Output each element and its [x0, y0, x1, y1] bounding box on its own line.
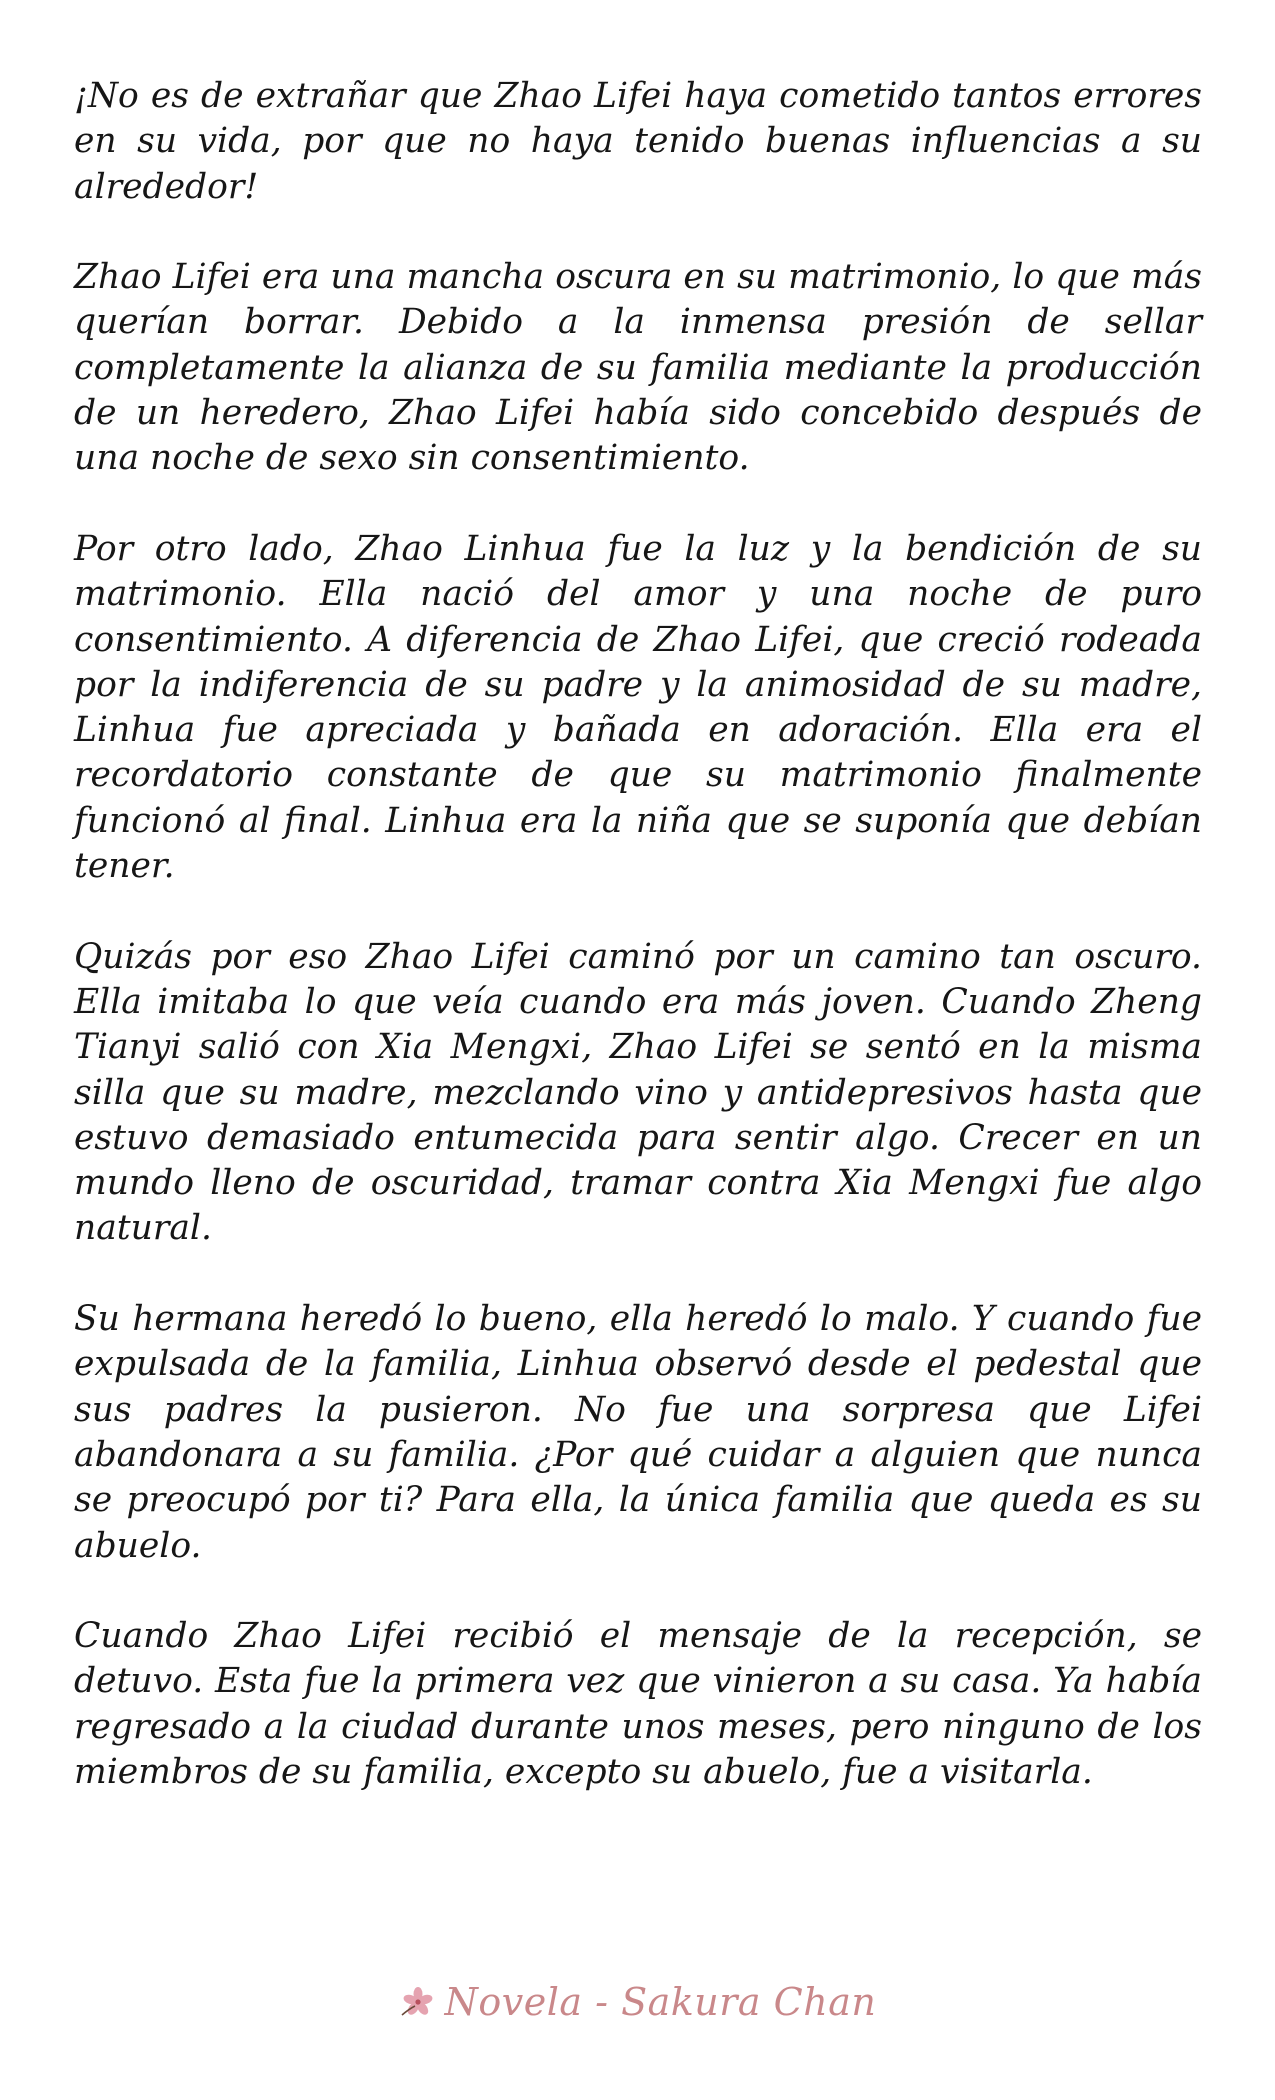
paragraph-2: Zhao Lifei era una mancha oscura en su matrimonio, lo que más querían borrar. Debido a la inmensa presión de sellar completamente la alianza de su familia mediante la producción de un heredero, Zhao Lifei había sido concebido después de una noche de sexo sin consentimiento.	[74, 257, 1202, 479]
paragraph-5: Su hermana heredó lo bueno, ella heredó lo malo. Y cuando fue expulsada de la familia, Linhua observó desde el pedestal que sus padres la pusieron. No fue una sorpresa que Lifei abandonara a su familia. ¿Por qué cuidar a alguien que nunca se preocupó por ti? Para ella, la única familia que queda es su abuelo.	[74, 1299, 1202, 1566]
watermark	[0, 1980, 1275, 2024]
watermark-text: Novela - Sakura Chan	[444, 1980, 877, 2024]
document-page	[74, 74, 1202, 1841]
paragraph-3: Por otro lado, Zhao Linhua fue la luz y la bendición de su matrimonio. Ella nació del amor y una noche de puro consentimiento. A diferencia de Zhao Lifei, que creció rodeada por la indiferencia de su padre y la animosidad de su madre, Linhua fue apreciada y bañada en adoración. Ella era el recordatorio constante de que su matrimonio finalmente funcionó al final. Linhua era la niña que se suponía que debían tener.	[74, 528, 1202, 887]
paragraph-4: Quizás por eso Zhao Lifei caminó por un camino tan oscuro. Ella imitaba lo que veía cuando era más joven. Cuando Zheng Tianyi salió con Xia Mengxi, Zhao Lifei se sentó en la misma silla que su madre, mezclando vino y antidepresivos hasta que estuvo demasiado entumecida para sentir algo. Crecer en un mundo lleno de oscuridad, tramar contra Xia Mengxi fue algo natural.	[74, 936, 1202, 1249]
sakura-flower-icon	[399, 1985, 437, 2019]
paragraph-6: Cuando Zhao Lifei recibió el mensaje de la recepción, se detuvo. Esta fue la primera vez que vinieron a su casa. Ya había regresado a la ciudad durante unos meses, pero ninguno de los miembros de su familia, excepto su abuelo, fue a visitarla.	[74, 1616, 1202, 1792]
paragraph-1: ¡No es de extrañar que Zhao Lifei haya cometido tantos errores en su vida, por que no haya tenido buenas influencias a su alrededor!	[74, 76, 1202, 207]
